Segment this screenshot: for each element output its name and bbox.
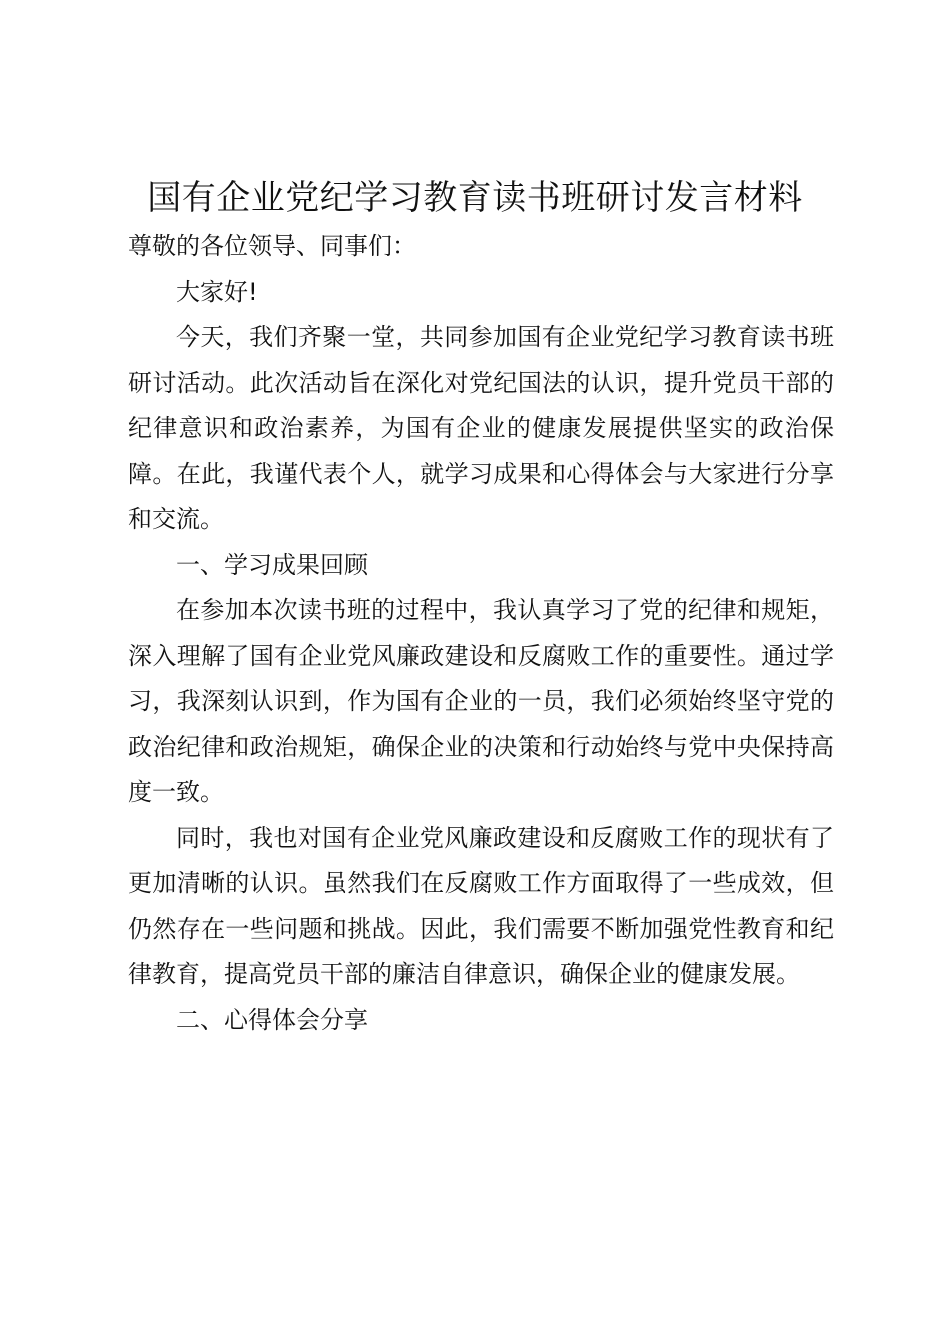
paragraph-learning-results: 在参加本次读书班的过程中，我认真学习了党的纪律和规矩，深入理解了国有企业党风廉政建设和反腐败工作的重要性。通过学习，我深刻认识到，作为国有企业的一员，我们必须始终坚守党的政治纪律和政治规矩，确保企业的决策和行动始终与党中央保持高度一致。 (128, 596, 834, 806)
document-title: 国有企业党纪学习教育读书班研讨发言材料 (147, 178, 803, 218)
section-heading-2: 二、心得体会分享 (176, 1005, 368, 1034)
paragraph-intro: 今天，我们齐聚一堂，共同参加国有企业党纪学习教育读书班研讨活动。此次活动旨在深化对党纪国法的认识，提升党员干部的纪律意识和政治素养，为国有企业的健康发展提供坚实的政治保障。在此，我谨代表个人，就学习成果和心得体会与大家进行分享和交流。 (128, 323, 834, 533)
document-body (128, 224, 834, 1043)
section-heading-1: 一、学习成果回顾 (176, 550, 368, 579)
greeting: 大家好! (176, 277, 258, 306)
salutation: 尊敬的各位领导、同事们： (128, 232, 416, 260)
paragraph-current-status: 同时，我也对国有企业党风廉政建设和反腐败工作的现状有了更加清晰的认识。虽然我们在反腐败工作方面取得了一些成效，但仍然存在一些问题和挑战。因此，我们需要不断加强党性教育和纪律教育，提高党员干部的廉洁自律意识，确保企业的健康发展。 (128, 823, 834, 988)
